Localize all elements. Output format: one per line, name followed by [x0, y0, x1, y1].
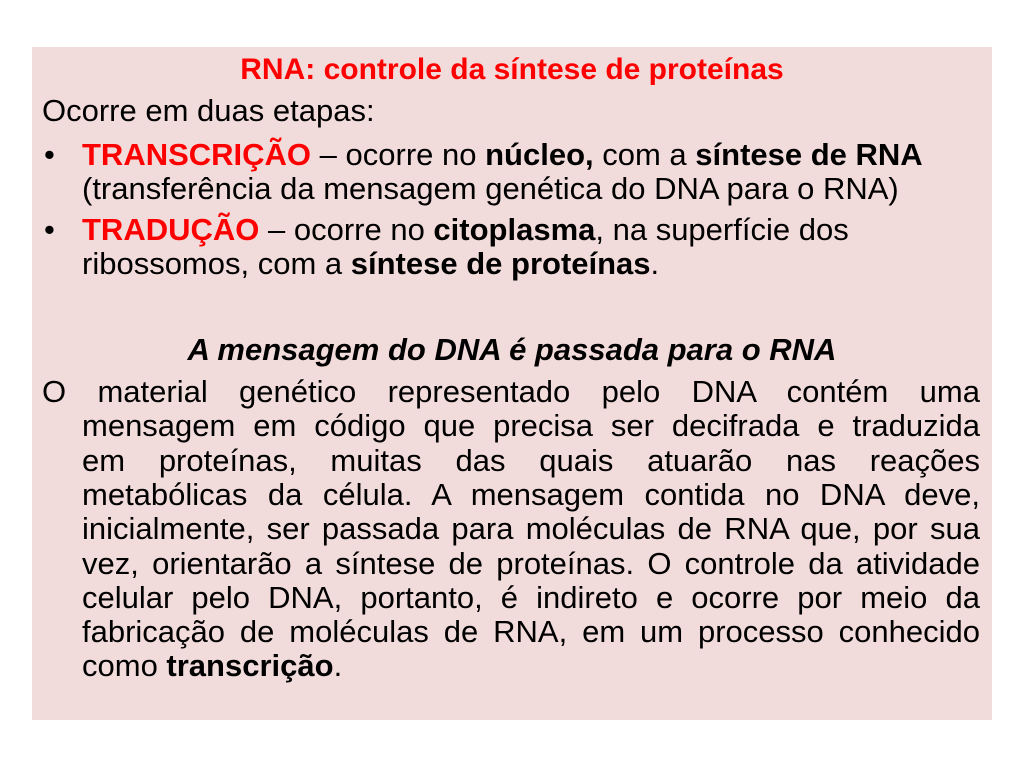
paragraph-line: em proteínas, muitas das quais atuarão nas reações — [82, 442, 980, 478]
paragraph-line: mensagem em código que precisa ser decifrada e traduzida — [82, 408, 980, 444]
bullet-emphasis: núcleo, — [485, 137, 594, 172]
bullet-text: (transferência da mensagem genética do DNA para o RNA) — [82, 171, 899, 206]
bullet-body — [82, 138, 980, 206]
paragraph-line: vez, orientarão a síntese de proteínas. O controle da atividade — [82, 545, 980, 581]
section-subheading: A mensagem do DNA é passada para o RNA — [187, 332, 837, 367]
bullet-text: . — [650, 246, 660, 281]
paragraph-line — [82, 649, 980, 683]
bullet-emphasis: síntese de proteínas — [350, 246, 651, 281]
paragraph-line: metabólicas da célula. A mensagem contida no DNA deve, — [82, 476, 980, 512]
bullet-term: TRADUÇÃO — [82, 212, 260, 247]
slide-title: RNA: controle da síntese de proteínas — [240, 53, 784, 86]
bullet-emphasis: citoplasma — [433, 212, 596, 247]
bullet-text: – ocorre no — [311, 137, 486, 172]
intro-text: Ocorre em duas etapas: — [42, 93, 375, 128]
bullet-body — [82, 213, 980, 281]
bullet-icon — [44, 213, 55, 247]
paragraph-line: celular pelo DNA, portanto, é indireto e ocorre por meio da — [82, 579, 980, 615]
content-panel — [32, 47, 992, 720]
paragraph-text: . — [333, 648, 343, 684]
bullet-text: – ocorre no — [259, 212, 434, 247]
paragraph-line: fabricação de moléculas de RNA, em um processo conhecido — [82, 614, 980, 650]
paragraph-text: como — [82, 648, 167, 684]
bullet-text: com a — [593, 137, 696, 172]
bullet-icon — [44, 138, 55, 172]
paragraph-emphasis: transcrição — [166, 648, 334, 684]
bullet-term: TRANSCRIÇÃO — [82, 137, 312, 172]
paragraph-line: O material genético representado pelo DNA contém uma — [42, 374, 980, 409]
bullet-text: , na superfície dos ribossomos, com a — [82, 212, 849, 281]
paragraph-line: inicialmente, ser passada para moléculas de RNA que, por sua — [82, 511, 980, 547]
bullet-emphasis: síntese de RNA — [695, 137, 923, 172]
